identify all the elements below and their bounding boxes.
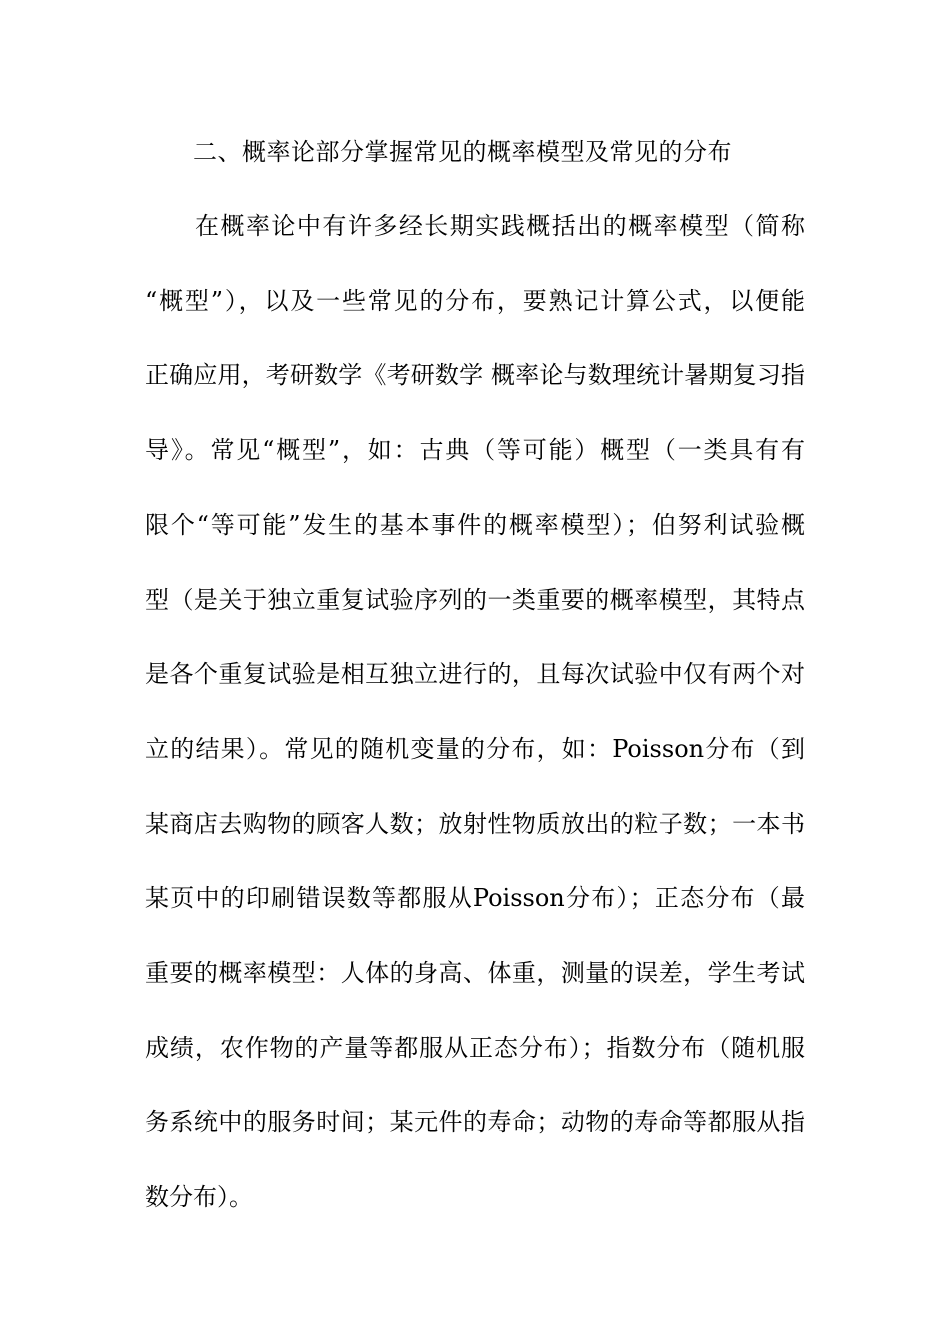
paragraph-line-12: 成绩，农作物的产量等都服从正态分布）；指数分布（随机服 <box>145 1034 805 1062</box>
paragraph-line-9: 某商店去购物的顾客人数；放射性物质放出的粒子数；一本书 <box>145 810 805 838</box>
paragraph-line-2: “概型”），以及一些常见的分布，要熟记计算公式，以便能 <box>145 287 805 315</box>
paragraph-line-1: 在概率论中有许多经长期实践概括出的概率模型（简称 <box>195 212 805 240</box>
section-heading: 二、概率论部分掌握常见的概率模型及常见的分布 <box>193 138 732 166</box>
paragraph-line-13: 务系统中的服务时间；某元件的寿命；动物的寿命等都服从指 <box>145 1108 805 1136</box>
paragraph-line-10: 某页中的印刷错误数等都服从Poisson分布）；正态分布（最 <box>145 884 805 912</box>
paragraph-line-14: 数分布）。 <box>145 1183 253 1211</box>
paragraph-line-6: 型（是关于独立重复试验序列的一类重要的概率模型，其特点 <box>145 586 805 614</box>
paragraph-line-8: 立的结果）。常见的随机变量的分布，如：Poisson分布（到 <box>145 735 805 763</box>
paragraph-line-4: 导》。常见“概型”，如：古典（等可能）概型（一类具有有 <box>145 436 805 464</box>
paragraph-line-5: 限个“等可能”发生的基本事件的概率模型）；伯努利试验概 <box>145 511 805 539</box>
paragraph-line-7: 是各个重复试验是相互独立进行的，且每次试验中仅有两个对 <box>145 660 805 688</box>
paragraph-line-3: 正确应用，考研数学《考研数学 概率论与数理统计暑期复习指 <box>145 361 805 389</box>
paragraph-line-11: 重要的概率模型：人体的身高、体重，测量的误差，学生考试 <box>145 959 805 987</box>
